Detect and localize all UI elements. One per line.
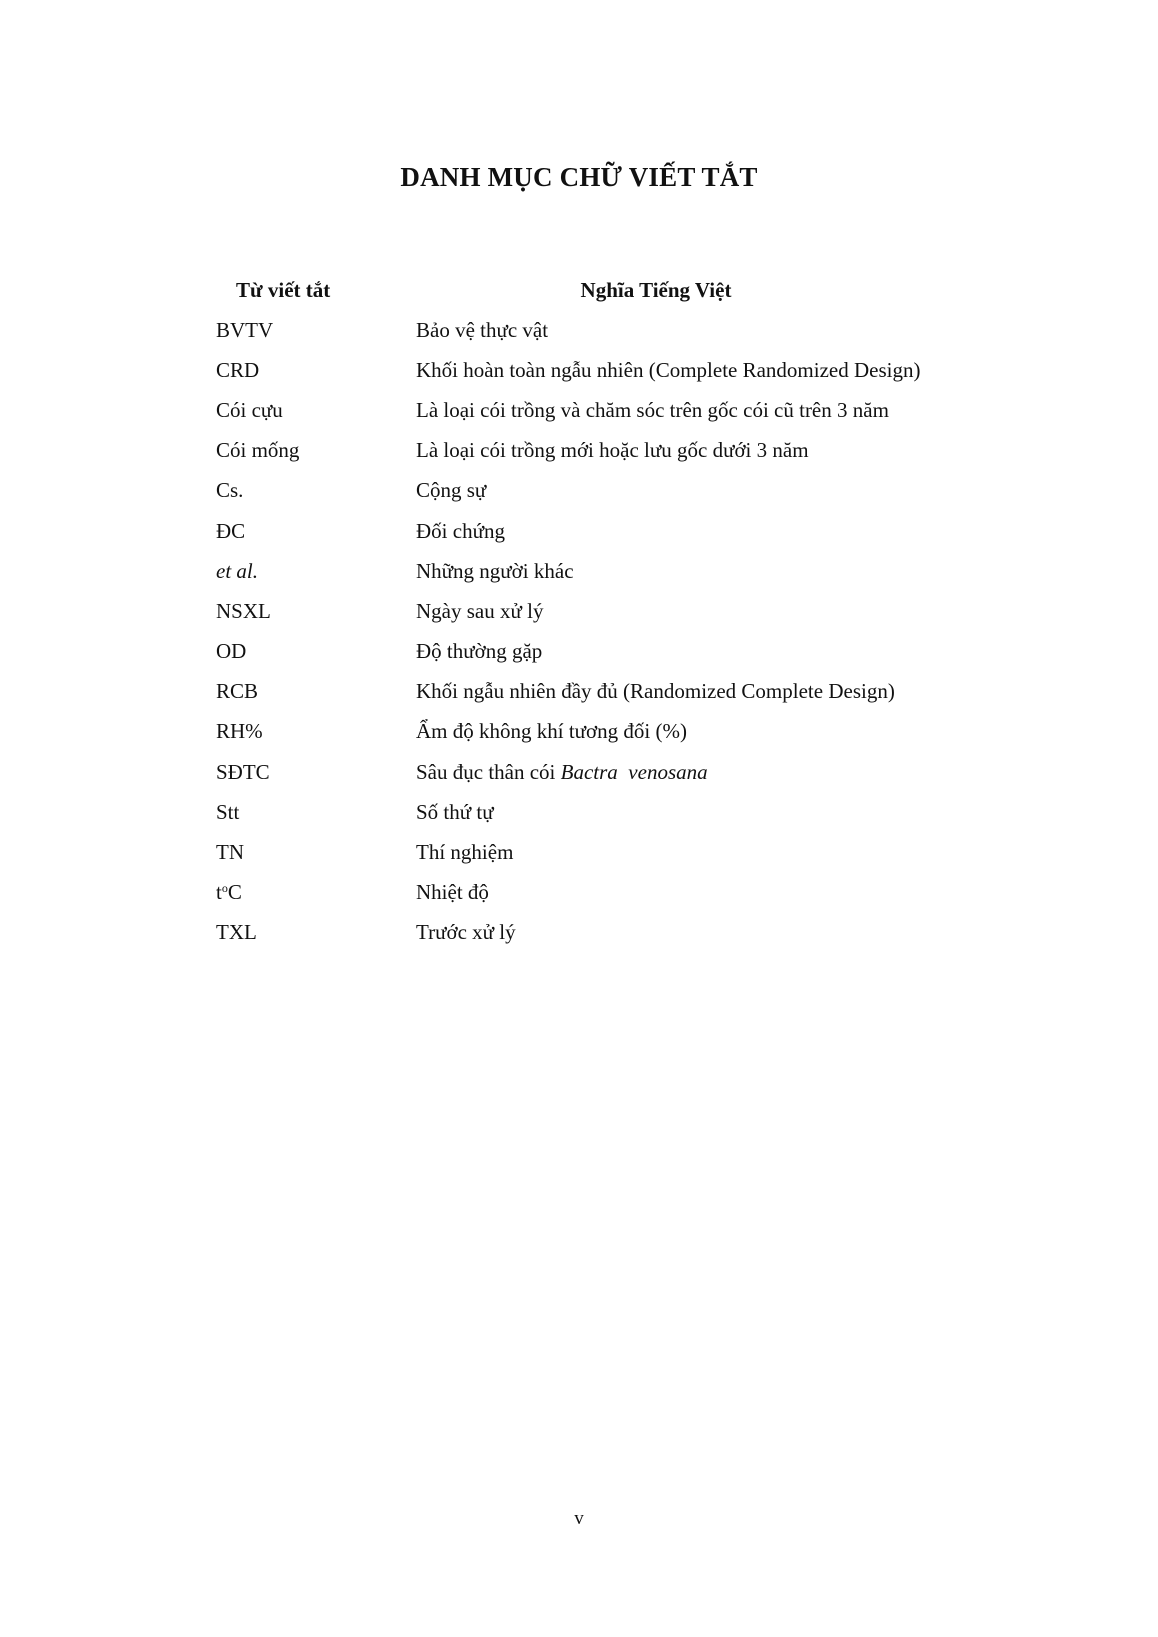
meaning: Ẩm độ không khí tương đối (%) — [416, 719, 687, 744]
abbreviation: RH% — [216, 719, 263, 744]
meaning: Độ thường gặp — [416, 639, 543, 664]
table-row — [216, 431, 996, 471]
abbreviation — [216, 880, 416, 905]
meaning: Cộng sự — [416, 478, 487, 503]
table-row — [216, 390, 996, 430]
meaning: Khối hoàn toàn ngẫu nhiên (Complete Randomized Design) — [416, 357, 921, 382]
table-row — [216, 873, 996, 913]
meaning: Là loại cói trồng mới hoặc lưu gốc dưới 3 năm — [416, 438, 809, 463]
abbreviation: TN — [216, 840, 244, 865]
meaning: Bảo vệ thực vật — [416, 317, 549, 342]
table-row — [216, 350, 996, 390]
meaning: Là loại cói trồng và chăm sóc trên gốc cói cũ trên 3 năm — [416, 397, 889, 422]
meaning: Ngày sau xử lý — [416, 598, 544, 623]
abbr-tail: C — [227, 880, 242, 905]
table-row — [216, 632, 996, 672]
table-row — [216, 913, 996, 953]
abbreviation: Cói cựu — [216, 397, 283, 422]
table-row — [216, 792, 996, 832]
meaning: Những người khác — [416, 558, 574, 583]
abbreviation: BVTV — [216, 317, 274, 342]
abbreviation: TXL — [216, 920, 257, 945]
table-row — [216, 310, 996, 350]
abbreviation-table — [216, 270, 996, 953]
abbreviation: Cs. — [216, 478, 244, 503]
table-row — [216, 471, 996, 511]
meaning: Thí nghiệm — [416, 840, 514, 865]
header-abbreviation: Từ viết tắt — [236, 277, 331, 302]
abbr-base: t — [216, 880, 222, 905]
meaning — [416, 760, 996, 785]
abbreviation: RCB — [216, 679, 259, 704]
abbreviation: et al. — [216, 558, 258, 583]
page-title: DANH MỤC CHỮ VIẾT TẮT — [400, 162, 758, 192]
table-row — [216, 832, 996, 872]
table-row — [216, 672, 996, 712]
page-number: v — [574, 1508, 584, 1529]
abbreviation: CRD — [216, 357, 260, 382]
abbreviation: OD — [216, 639, 247, 664]
meaning: Nhiệt độ — [416, 880, 489, 905]
table-row — [216, 551, 996, 591]
table-header — [216, 270, 996, 310]
meaning: Trước xử lý — [416, 920, 516, 945]
species-name: Bactra venosana — [560, 759, 708, 784]
abbr-superscript: o — [221, 881, 228, 896]
table-row — [216, 591, 996, 631]
abbreviation: Cói mống — [216, 438, 300, 463]
abbreviation: SĐTC — [216, 759, 270, 784]
meaning: Đối chứng — [416, 518, 505, 543]
meaning: Số thứ tự — [416, 799, 494, 824]
abbreviation: NSXL — [216, 598, 271, 623]
header-meaning: Nghĩa Tiếng Việt — [580, 277, 732, 302]
table-row — [216, 752, 996, 792]
table-row — [216, 511, 996, 551]
meaning: Khối ngẫu nhiên đầy đủ (Randomized Complete Design) — [416, 679, 895, 704]
abbreviation: Stt — [216, 799, 240, 824]
abbreviation: ĐC — [216, 518, 246, 543]
meaning-text: Sâu đục thân cói — [416, 759, 556, 784]
table-row — [216, 712, 996, 752]
